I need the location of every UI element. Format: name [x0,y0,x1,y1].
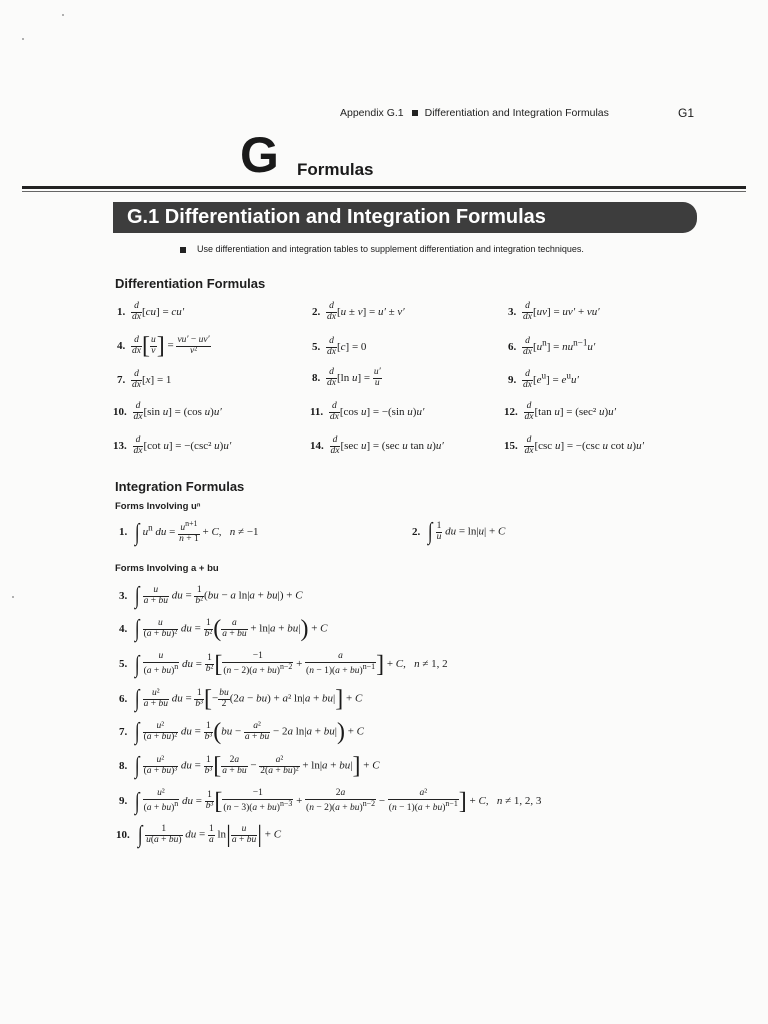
subheading-un: Forms Involving uⁿ [115,501,201,512]
diff-formula-7: 7. $\frac{d}{dx}$ [x] = 1 [117,369,172,390]
int-abu-formula-9: 9. ∫ $\frac{\text{u²}}{(a + bu)^n}$ du = $\frac{1}{\text{b³}}$ [ $\frac{-1}{(n - 3)(a + bu)^{n-3}}$ + $\frac{2a}{(n - 2)(a + bu)^{n-2}}$ − $\frac{\text{a²}}{(n - 1)(a + bu)^{n-1}}$ ] + C, n ≠ 1, 2, 3 [119,788,542,815]
scan-speck [22,38,24,40]
divider [22,191,746,192]
scan-speck [62,14,64,16]
int-abu-formula-6: 6. ∫ $\frac{\text{u²}}{a + bu}$ du = $\frac{1}{\text{b³}}$ [− $\frac{bu}{2}$ (2a − bu) + a² ln|a + bu|] + C [119,686,363,712]
scan-speck [12,596,14,598]
diff-formula-4: 4. $\frac{d}{dx}$ [ $\frac{u}{v}$ ] = $\frac{vu' - uv'}{\text{v²}}$ [117,333,210,359]
bullet-square-icon [412,110,418,116]
int-abu-formula-3: 3. ∫ $\frac{u}{a + bu}$ du = $\frac{1}{\text{b²}}$ (bu − a ln|a + bu|) + C [119,583,303,609]
diff-formula-15: 15. $\frac{d}{dx}$ [csc u] = −(csc u cot u)u′ [504,435,644,456]
diff-formula-10: 10. $\frac{d}{dx}$ [sin u] = (cos u)u′ [113,401,222,422]
chapter-title: Formulas [297,160,374,179]
diff-formula-1: 1. $\frac{d}{dx}$ [cu] = cu′ [117,301,185,322]
integration-heading: Integration Formulas [115,479,245,494]
int-abu-formula-10: 10. ∫ $\frac{1}{u(a + bu)}$ du = $\frac{1}{a}$ ln| $\frac{u}{a + bu}$ | + C [116,822,282,848]
bullet-square-icon [180,247,186,253]
int-un-formula-1: 1. ∫ $u^n$ du = $\frac{u^{n+1}}{n + 1}$ + C, n ≠ −1 [119,519,259,546]
int-un-formula-2: 2. ∫ $\frac{1}{u}$ du = ln|u| + C [412,519,506,545]
diff-formula-12: 12. $\frac{d}{dx}$ [tan u] = (sec² u)u′ [504,401,617,422]
diff-formula-6: 6. $\frac{d}{dx}$ $[u^n] = nu^{n-1}u'$ [508,336,596,357]
page-number: G1 [678,106,695,120]
int-abu-formula-8: 8. ∫ $\frac{\text{u²}}{\text{(a + bu)³}}$ du = $\frac{1}{\text{b³}}$ [ $\frac{2a}{a + bu}$ − $\frac{\text{a²}}{\text{2(a + bu)²}}$ + ln|a + bu|] + C [119,753,380,779]
diff-formula-2: 2. $\frac{d}{dx}$ [u ± v] = u′ ± v′ [312,301,405,322]
diff-formula-5: 5. $\frac{d}{dx}$ [c] = 0 [312,336,367,357]
diff-formula-3: 3. $\frac{d}{dx}$ [uv] = uv′ + vu′ [508,301,600,322]
running-appendix: Appendix G.1 [340,107,404,119]
running-header [340,107,609,119]
section-title: G.1 Differentiation and Integration Formulas [113,202,697,233]
divider [22,186,746,189]
diff-formula-9: 9. $\frac{d}{dx}$ $[e^u] = e^uu'$ [508,369,579,390]
int-abu-formula-7: 7. ∫ $\frac{\text{u²}}{\text{(a + bu)²}}$ du = $\frac{1}{\text{b³}}$ (bu − $\frac{\text{a²}}{a + bu}$ − 2a ln|a + bu|) + C [119,719,364,745]
subheading-abu: Forms Involving a + bu [115,563,219,574]
section-objective [180,244,584,254]
int-abu-formula-4: 4. ∫ $\frac{u}{\text{(a + bu)²}}$ du = $\frac{1}{\text{b²}}$ ( $\frac{a}{a + bu}$ + ln|a + bu|) + C [119,616,328,642]
diff-formula-14: 14. $\frac{d}{dx}$ [sec u] = (sec u tan u)u′ [310,435,444,456]
chapter-letter: G [240,127,279,183]
diff-formula-13: 13. $\frac{d}{dx}$ [cot u] = −(csc² u)u′ [113,435,232,456]
differentiation-heading: Differentiation Formulas [115,276,266,291]
int-abu-formula-5: 5. ∫ $\frac{u}{(a + bu)^n}$ du = $\frac{1}{\text{b²}}$ [ $\frac{-1}{(n - 2)(a + bu)^{n-2}}$ + $\frac{a}{(n - 1)(a + bu)^{n-1}}$ ] + C, n ≠ 1, 2 [119,651,448,678]
running-title: Differentiation and Integration Formulas [424,107,609,119]
objective-text: Use differentiation and integration tables to supplement differentiation and integration techniques. [197,244,584,254]
diff-formula-11: 11. $\frac{d}{dx}$ [cos u] = −(sin u)u′ [310,401,425,422]
diff-formula-8: 8. $\frac{d}{dx}$ [ln u] = $\frac{u'}{u}$ [312,367,381,388]
